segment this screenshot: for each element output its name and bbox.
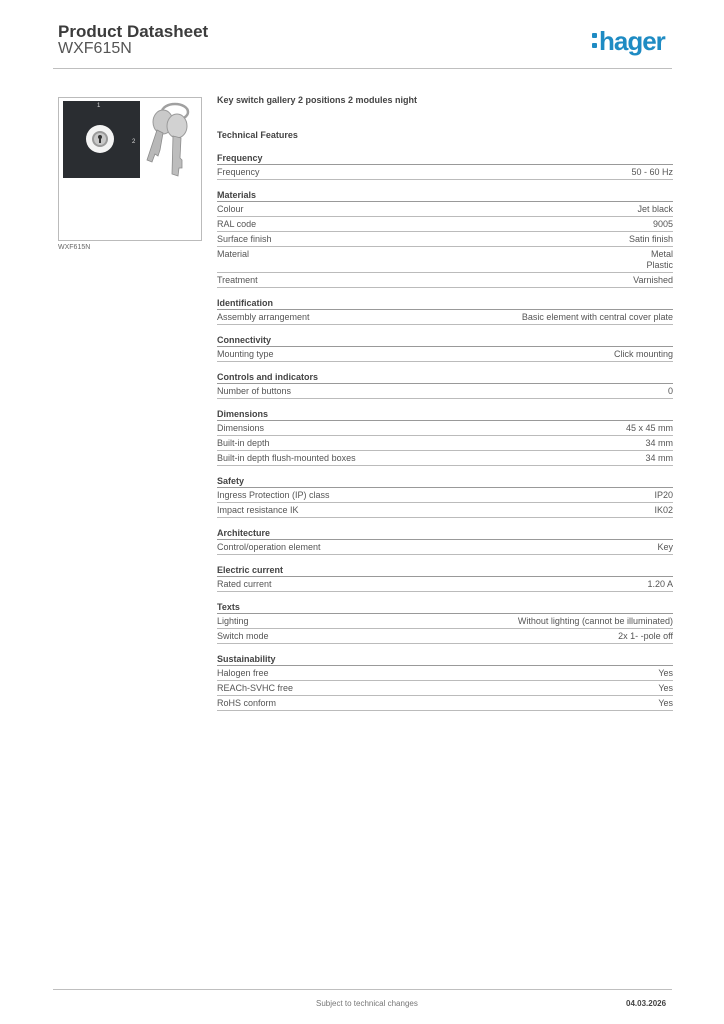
spec-label: REACh-SVHC free [217,683,294,693]
spec-label: RAL code [217,219,257,229]
product-reference: WXF615N [58,40,132,57]
spec-section [217,372,673,399]
position-mark-1: 1 [97,103,101,109]
spec-section [217,409,673,466]
spec-value: IP20 [654,490,673,500]
spec-row [217,232,673,247]
spec-value: Yes [658,668,673,678]
spec-section [217,602,673,644]
logo-dots-icon [592,30,598,50]
section-title: Texts [217,602,673,614]
spec-label: Dimensions [217,423,265,433]
spec-label: Built-in depth [217,438,270,448]
position-mark-2: 2 [132,139,136,145]
page-title: Product Datasheet [58,22,209,41]
product-image [58,97,202,241]
footer-divider [53,989,672,990]
spec-label: RoHS conform [217,698,277,708]
spec-label: Built-in depth flush-mounted boxes [217,453,356,463]
section-title: Sustainability [217,654,673,666]
spec-value: Yes [658,683,673,693]
spec-label: Switch mode [217,631,269,641]
brand-logo [592,26,665,57]
spec-value: 45 x 45 mm [625,423,673,433]
technical-features-heading: Technical Features [217,130,298,140]
spec-section [217,528,673,555]
section-title: Dimensions [217,409,673,421]
spec-value: Satin finish [628,234,673,244]
spec-value: 34 mm [645,438,673,448]
spec-label: Halogen free [217,668,269,678]
spec-section [217,190,673,288]
spec-row [217,384,673,399]
spec-label: Frequency [217,167,260,177]
spec-label: Colour [217,204,244,214]
datasheet-content [217,95,673,721]
spec-row [217,165,673,180]
spec-row [217,666,673,681]
spec-section [217,476,673,518]
spec-value: Basic element with central cover plate [521,312,673,322]
spec-value: Click mounting [613,349,673,359]
spec-value: 0 [667,386,673,396]
spec-sections [217,153,673,711]
section-title: Safety [217,476,673,488]
spec-label: Lighting [217,616,249,626]
spec-row [217,436,673,451]
spec-section [217,565,673,592]
product-title: Key switch gallery 2 positions 2 modules night [217,95,418,105]
section-title: Controls and indicators [217,372,673,384]
spec-row [217,347,673,362]
spec-label: Mounting type [217,349,274,359]
section-title: Electric current [217,565,673,577]
spec-label: Ingress Protection (IP) class [217,490,330,500]
spec-value: 1.20 A [647,579,673,589]
spec-value: Metal Plastic [646,249,673,270]
spec-row [217,202,673,217]
spec-label: Number of buttons [217,386,292,396]
spec-label: Impact resistance IK [217,505,299,515]
spec-row [217,451,673,466]
section-title: Identification [217,298,673,310]
spec-section [217,335,673,362]
spec-label: Control/operation element [217,542,321,552]
section-title: Architecture [217,528,673,540]
spec-row [217,696,673,711]
spec-row [217,614,673,629]
spec-row [217,247,673,273]
spec-value: 50 - 60 Hz [631,167,673,177]
image-caption: WXF615N [58,244,91,251]
spec-section [217,298,673,325]
spec-label: Surface finish [217,234,272,244]
footer-note: Subject to technical changes [316,999,418,1008]
keys-icon [147,104,188,176]
spec-row [217,540,673,555]
spec-row [217,503,673,518]
spec-label: Treatment [217,275,258,285]
spec-label: Rated current [217,579,272,589]
spec-value: IK02 [654,505,673,515]
spec-value: Yes [658,698,673,708]
header-divider [53,68,672,69]
spec-value: Varnished [633,275,673,285]
spec-value: Key [657,542,673,552]
spec-value: Without lighting (cannot be illuminated) [517,616,673,626]
spec-value: 2x 1- -pole off [618,631,673,641]
spec-row [217,421,673,436]
spec-value: 34 mm [645,453,673,463]
spec-row [217,629,673,644]
spec-row [217,681,673,696]
key-switch-illustration [59,98,201,240]
spec-section [217,153,673,180]
spec-row [217,273,673,288]
brand-name: hager [599,26,665,56]
spec-value: 9005 [652,219,673,229]
spec-row [217,310,673,325]
spec-section [217,654,673,711]
footer-date: 04.03.2026 [626,999,667,1008]
section-title: Connectivity [217,335,673,347]
spec-row [217,488,673,503]
spec-label: Material [217,249,250,259]
section-title: Frequency [217,153,673,165]
spec-label: Assembly arrangement [217,312,310,322]
section-title: Materials [217,190,673,202]
spec-value: Jet black [637,204,673,214]
spec-row [217,577,673,592]
spec-row [217,217,673,232]
